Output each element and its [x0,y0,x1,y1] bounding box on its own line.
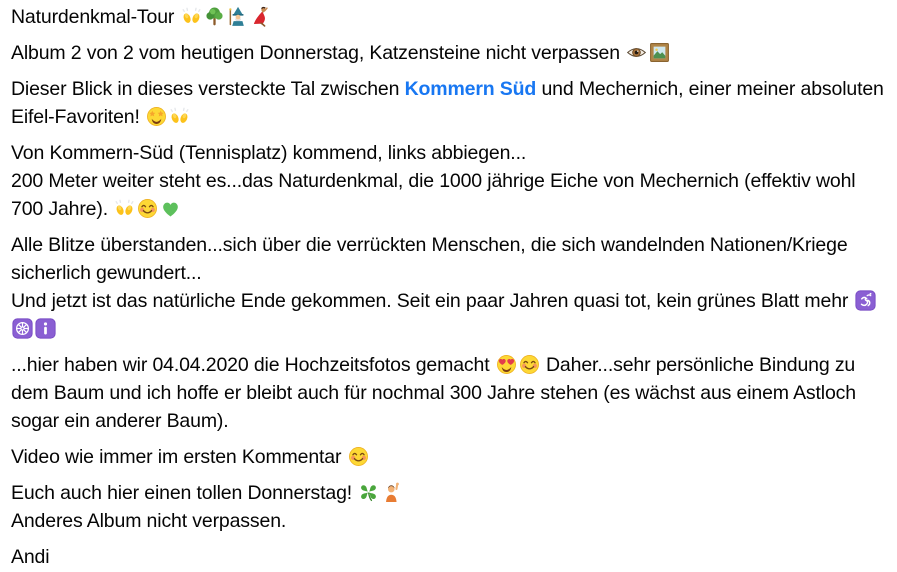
mage-icon [227,6,248,27]
post-text: 200 Meter weiter steht es...das Naturdenkmal, die 1000 jährige Eiche von Mechernich (effektiv wohl 700 Jahre). [11,170,856,220]
post-paragraph-tree-history [11,231,891,343]
post-text: Naturdenkmal-Tour [11,6,180,28]
star-struck-icon [146,106,167,127]
post-paragraph-tour-title [11,3,891,31]
wheel-of-dharma-icon [12,318,33,339]
kommern-sued-link[interactable]: Kommern Süd [404,78,537,100]
post-paragraph-directions [11,139,891,223]
post-text: Alle Blitze überstanden...sich über die verrückten Menschen, die sich wandelnden Nationen/Kriege sicherlich gewundert... [11,234,848,284]
woman-dancing-icon [250,6,271,27]
post-text: Daher...sehr persönliche Bindung zu dem Baum und ich hoffe er bleibt auch für nochmal 300 Jahre stehen (es wächst aus einem Astloch sogar ein anderer Baum). [11,354,856,432]
post-text: Euch auch hier einen tollen Donnerstag! [11,482,358,504]
post-text: ...hier haben wir 04.04.2020 die Hochzeitsfotos gemacht [11,354,495,376]
green-heart-icon [160,198,181,219]
post-text: Anderes Album nicht verpassen. [11,510,287,532]
deciduous-tree-icon [204,6,225,27]
post-text: Von Kommern-Süd (Tennisplatz) kommend, links abbiegen... [11,142,527,164]
framed-picture-icon [649,42,670,63]
post-text: und Mechernich, einer meiner absoluten Eifel-Favoriten! [11,78,884,128]
smiling-face-icon [519,354,540,375]
post-paragraph-greeting [11,479,891,535]
raising-hands-icon [114,198,135,219]
post-text: Album 2 von 2 vom heutigen Donnerstag, Katzensteine nicht verpassen [11,42,626,64]
post-paragraph-signature [11,543,891,571]
post-paragraph-valley-description [11,75,891,131]
post-text: Dieser Blick in dieses versteckte Tal zwischen [11,78,405,100]
eye-icon [626,42,647,63]
raising-hands-icon [169,106,190,127]
raising-hands-icon [181,6,202,27]
smiling-face-icon [348,446,369,467]
post-text: Und jetzt ist das natürliche Ende gekommen. Seit ein paar Jahren quasi tot, kein grünes Blatt mehr [11,290,854,312]
four-leaf-clover-icon [358,482,379,503]
smiling-face-icon [137,198,158,219]
post-text: Andi [11,546,50,568]
om-symbol-icon [855,290,876,311]
post-paragraph-wedding-note [11,351,891,435]
post-paragraph-video-note [11,443,891,471]
information-icon [35,318,56,339]
post-paragraph-album-info [11,39,891,67]
person-raising-hand-icon [381,482,402,503]
heart-eyes-icon [496,354,517,375]
post-text: Video wie immer im ersten Kommentar [11,446,347,468]
